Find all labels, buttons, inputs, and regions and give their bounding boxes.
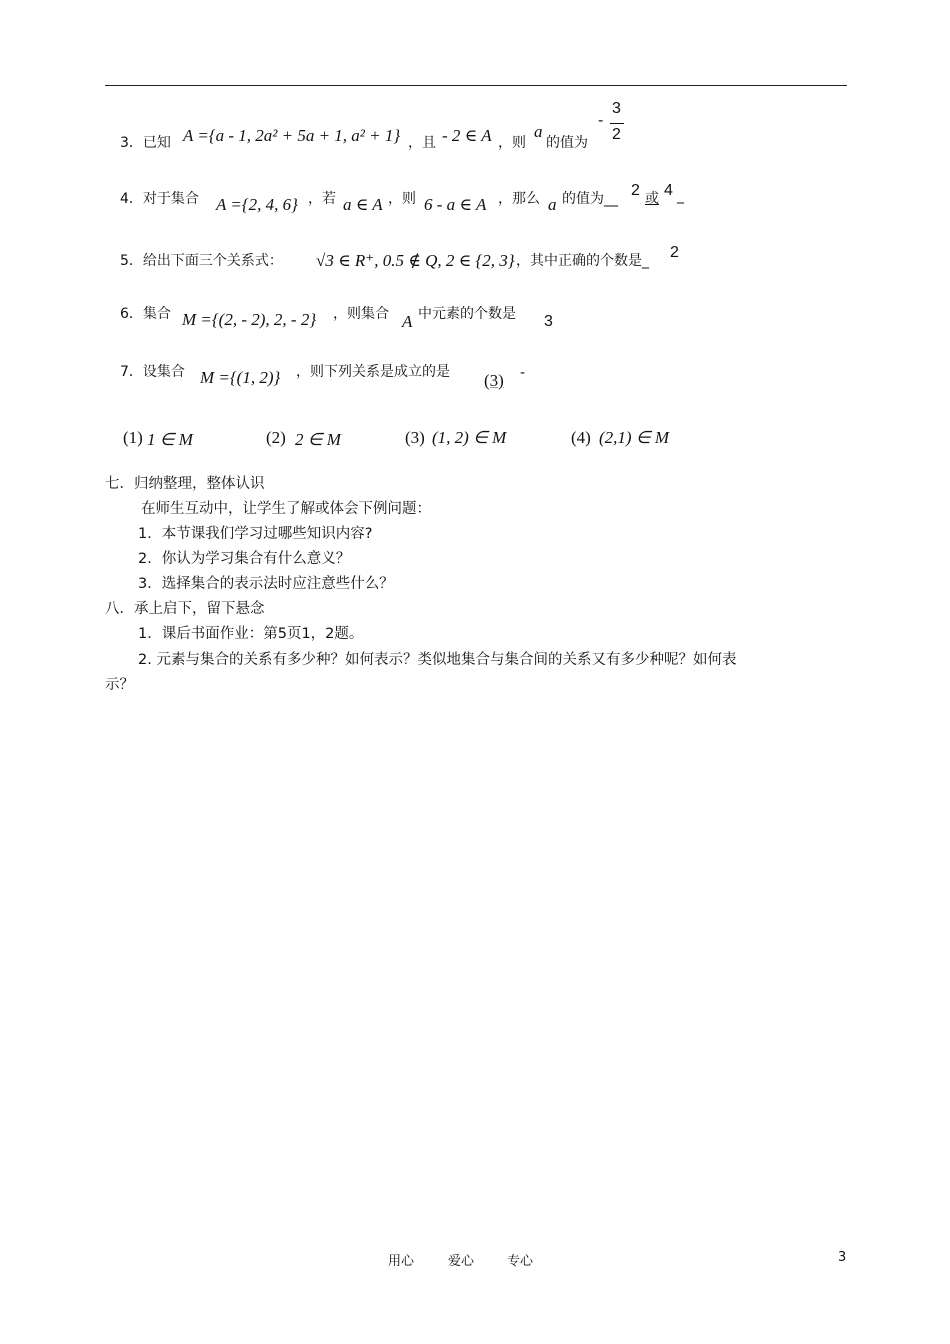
section-8-item-2-wrap: 示？ [105, 677, 134, 693]
page-number: 3 [838, 1250, 847, 1265]
problem-5-tail: ，其中正确的个数是_ [516, 253, 649, 269]
section-7-intro: 在师生互动中，让学生了解或体会下例问题： [141, 501, 431, 517]
problem-4-mid3: ，那么 [498, 191, 540, 207]
problem-4-answer-1: 2 [631, 182, 640, 199]
problem-3-tail2: 的值为 [546, 135, 588, 151]
answer-sign: - [598, 112, 604, 129]
section-8-item-2: 2. 元素与集合的关系有多少种？如何表示？类似地集合与集合间的关系又有多少种呢？如何表 [138, 652, 737, 668]
footer-right: 专心 [507, 1254, 534, 1269]
option-2-number: (2) [266, 428, 286, 447]
section-7-item-1: 1．本节课我们学习过哪些知识内容? [138, 526, 373, 542]
option-3-number: (3) [405, 428, 425, 447]
problem-5-expression: √3 ∈ R⁺, 0.5 ∉ Q, 2 ∈ {2, 3} [316, 251, 515, 270]
answer-denominator: 2 [612, 126, 621, 143]
problem-4-tail: 的值为__ [562, 191, 618, 207]
problem-3-mid: ，且 [408, 135, 436, 151]
option-4-number: (4) [571, 428, 591, 447]
problem-7-answer: (3) [484, 371, 504, 390]
problem-6-set: M ={(2, - 2), 2, - 2} [182, 310, 317, 329]
section-7-heading: 七．归纳整理，整体认识 [105, 476, 265, 492]
problem-4-set: A ={2, 4, 6} [216, 195, 298, 214]
option-2-expression: 2 ∈ M [295, 430, 341, 449]
problem-5-label: 5．给出下面三个关系式： [120, 253, 283, 269]
problem-3-var: a [534, 122, 543, 141]
option-1-number: (1) [123, 428, 143, 447]
problem-3-cond: - 2 ∈ A [442, 126, 492, 145]
problem-4-cond1: a ∈ A [343, 195, 383, 214]
problem-4-label: 4．对于集合 [120, 191, 199, 207]
footer-left: 用心 [388, 1254, 415, 1269]
problem-3-answer-fraction [598, 100, 628, 150]
problem-6-label: 6．集合 [120, 306, 171, 322]
problem-4-mid2: ，则 [388, 191, 416, 207]
problem-6-var: A [402, 312, 413, 331]
problem-6-mid: ，则集合 [333, 306, 389, 322]
problem-3-label: 3．已知 [120, 135, 171, 151]
section-8-item-1: 1．课后书面作业：第5页1，2题。 [138, 626, 364, 642]
problem-5-answer: 2 [670, 244, 679, 261]
problem-4-cond2: 6 - a ∈ A [424, 195, 487, 214]
option-3-expression: (1, 2) ∈ M [432, 428, 507, 447]
problem-7-label: 7．设集合 [120, 364, 185, 380]
footer-mid: 爱心 [448, 1254, 475, 1269]
problem-6-answer: 3 [544, 313, 553, 330]
problem-7-tail: ，则下列关系是成立的是 [296, 364, 450, 380]
problem-7-end: - [520, 365, 526, 381]
option-1-expression: 1 ∈ M [147, 430, 193, 449]
fraction-bar [610, 123, 624, 124]
problem-3-tail1: ，则 [498, 135, 526, 151]
problem-4-or: 或 [645, 191, 659, 207]
problem-7-set: M ={(1, 2)} [200, 368, 281, 387]
option-4-expression: (2,1) ∈ M [599, 428, 670, 447]
header-rule [105, 85, 847, 86]
problem-4-end: _ [677, 188, 684, 204]
problem-3-set: A ={a - 1, 2a² + 5a + 1, a² + 1} [183, 126, 401, 145]
section-7-item-2: 2．你认为学习集合有什么意义？ [138, 551, 351, 567]
problem-4-var: a [548, 195, 557, 214]
problem-6-tail: 中元素的个数是 [418, 306, 516, 322]
problem-4-mid1: ，若 [308, 191, 336, 207]
section-8-heading: 八．承上启下，留下悬念 [105, 601, 265, 617]
answer-numerator: 3 [612, 100, 621, 117]
section-7-item-3: 3．选择集合的表示法时应注意些什么？ [138, 576, 394, 592]
problem-4-answer-2: 4 [664, 182, 673, 199]
